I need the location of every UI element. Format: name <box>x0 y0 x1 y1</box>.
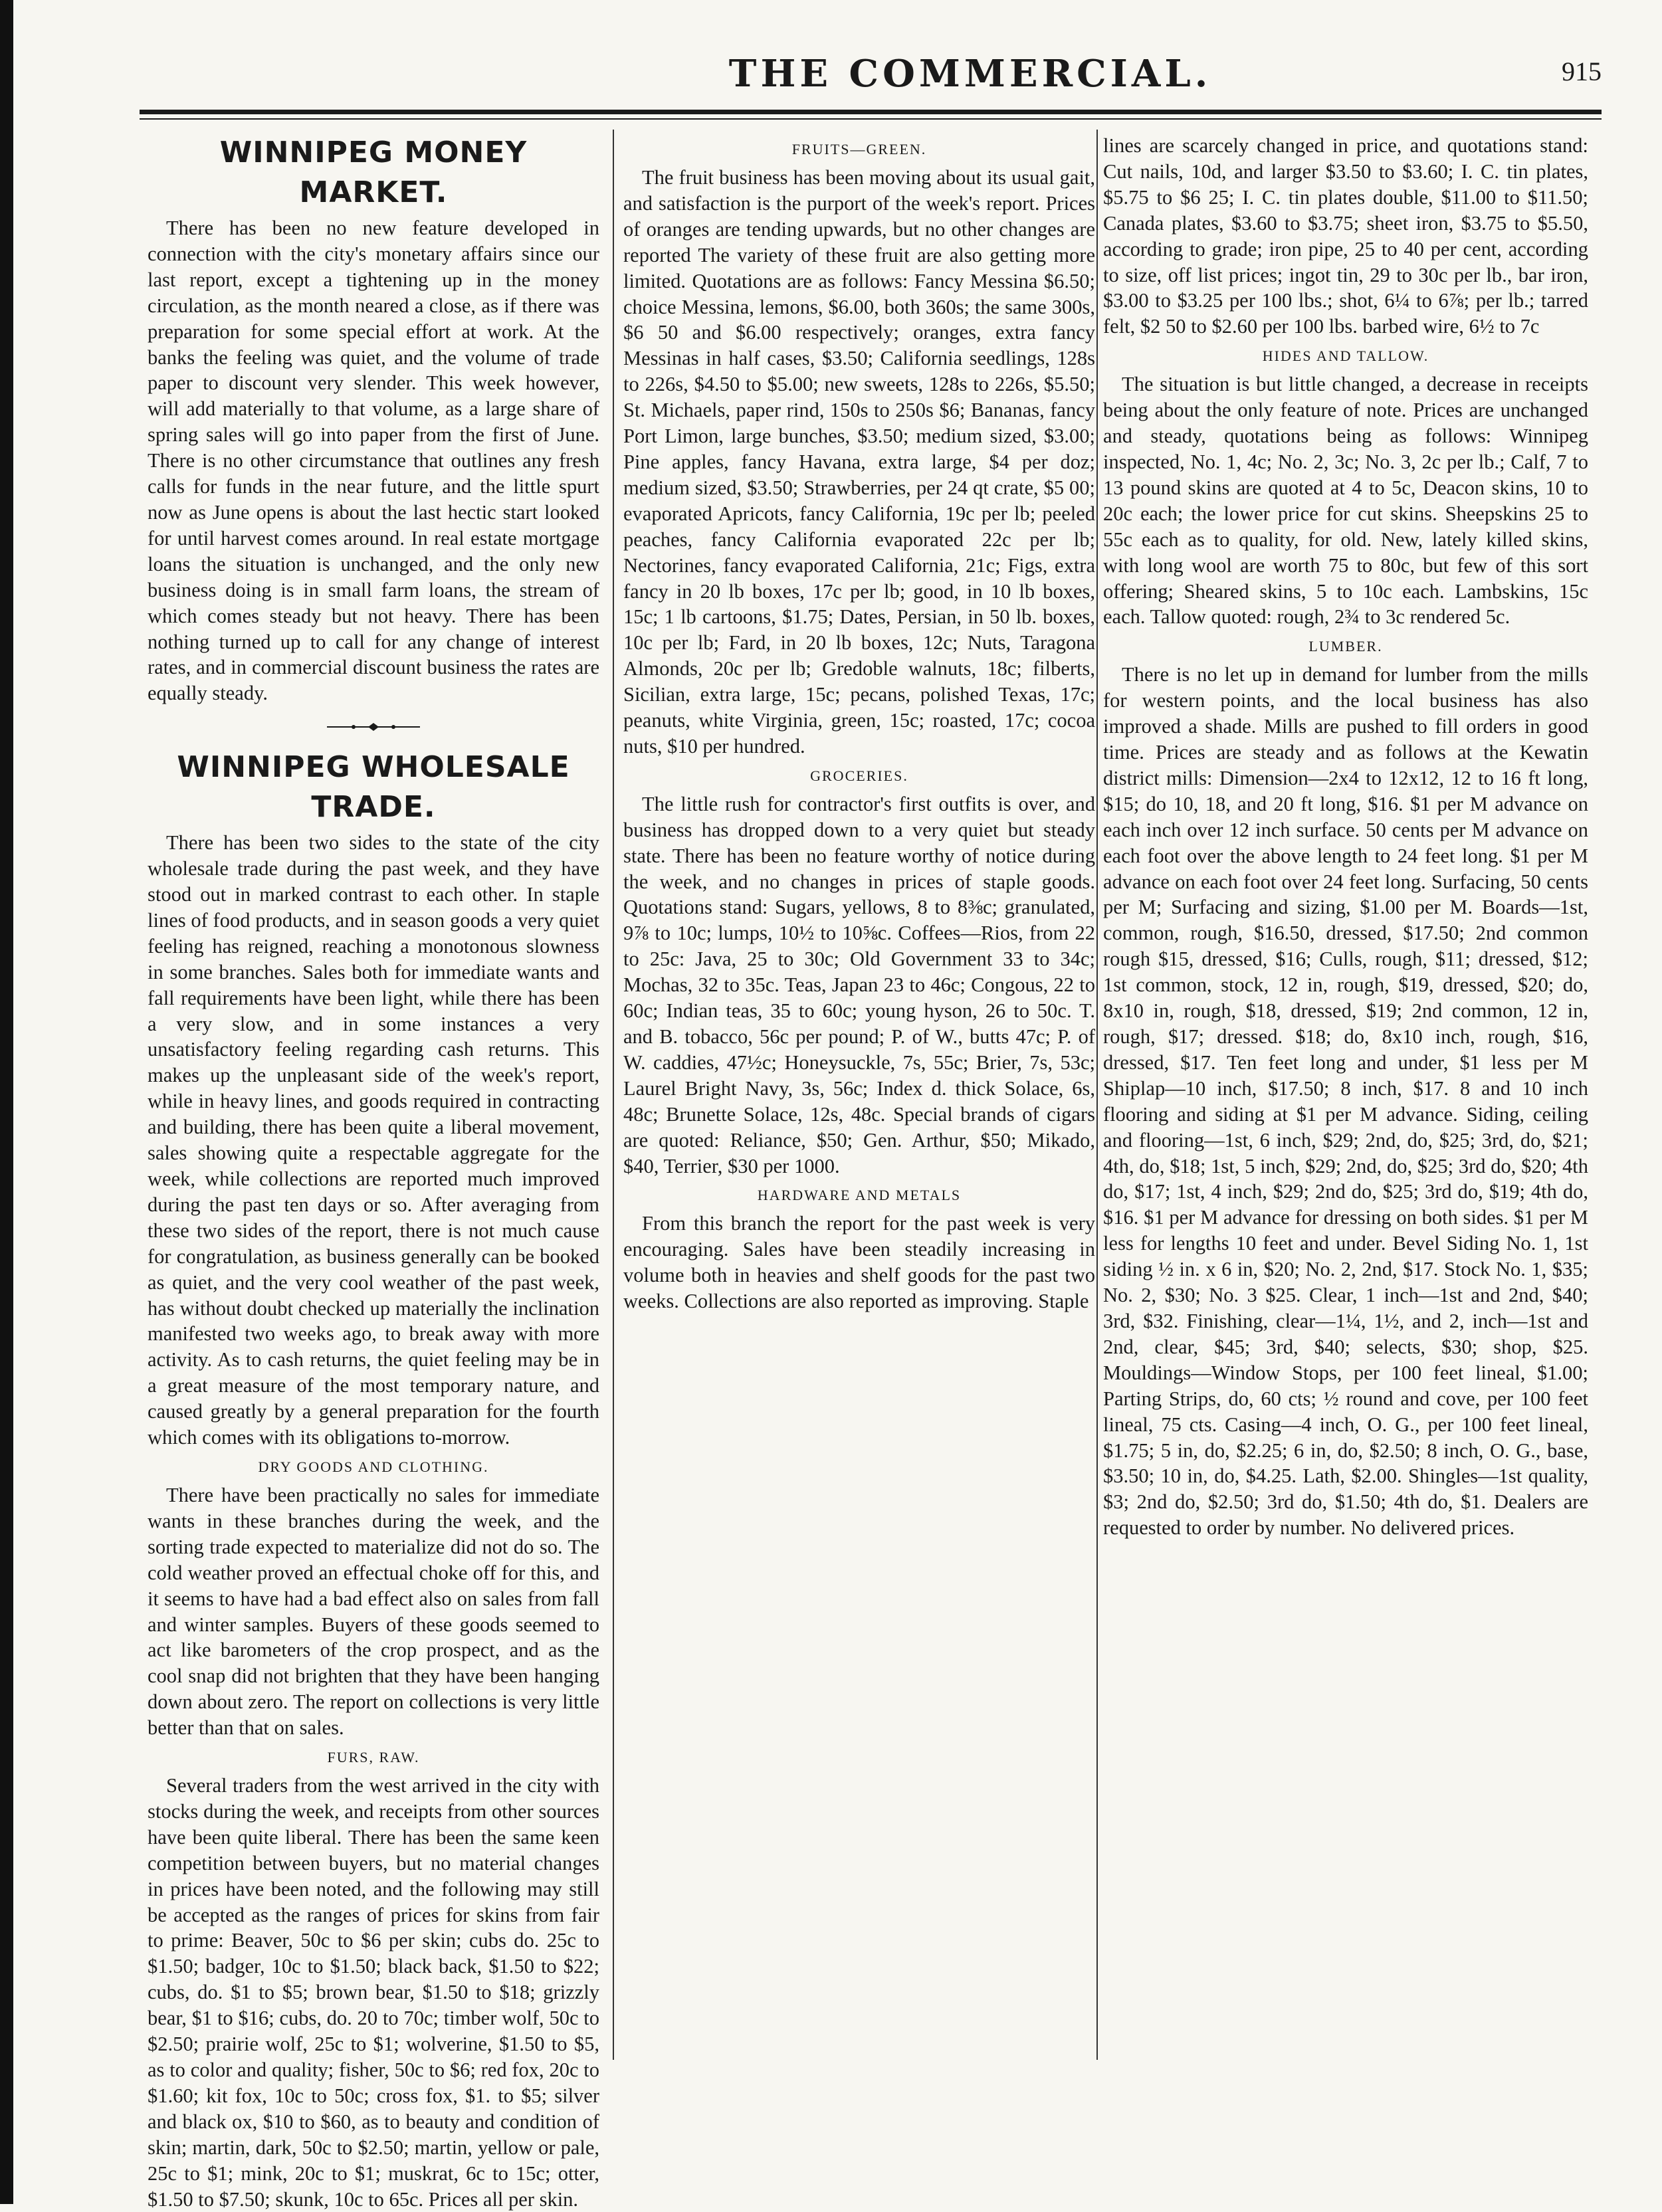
dry-goods-heading: DRY GOODS AND CLOTHING. <box>258 1458 489 1475</box>
groceries-heading: GROCERIES. <box>810 767 908 784</box>
hardware-body: From this branch the report for the past week is very encouraging. Sales have been steadily increasing in volume both in heavies and shelf goods for the past two weeks. Collections are also reported as improving. Staple <box>623 1212 1095 1313</box>
article-divider <box>148 709 599 745</box>
hides-body: The situation is but little changed, a decrease in receipts being about the only feature of note. Prices are unchanged and steady, quotations being as follows: Winnipeg inspected, No. 1, 4c; No. 2, 3c; No. 3, 2c per lb.; Calf, 7 to 13 pound skins are quoted at 4 to 5c, Deacon skins, 10 to 20c each; the lower price for cut skins. Sheepskins 25 to 55c each as to quality, for old. New, lately killed skins, with long wool are worth 75 to 80c, but few of this sort offering; Sheared skins, 5 to 10c each. Lambskins, 15c each. Tallow quoted: rough, 2¾ to 3c rendered 5c. <box>1103 373 1588 629</box>
dry-goods-body: There have been practically no sales for immediate wants in these branches during the week, and the sorting trade expected to materialize did not do so. The cold weather proved an effectual choke off for this, and it seems to have had a bad effect also on sales from fall and winter samples. Buyers of these goods seemed to act like barometers of the crop prospect, and as the cool snap did not brighten that they have been hanging down about zero. The report on collections is very little better than that on sales. <box>148 1483 599 1740</box>
hardware-body-continued: lines are scarcely changed in price, and quotations stand: Cut nails, 10d, and larger $3.50 to $3.60; I. C. tin plates, $5.75 to $6 25; I. C. tin plates double, $11.00 to $11.50; Canada plates, $3.60 to $3.75; sheet iron, $3.75 to $5.50, according to grade; iron pipe, 25 to 40 per cent, according to size, off list prices; ingot tin, 29 to 30c per lb., bar iron, $3.00 to $3.25 per 100 lbs.; shot, 6¼ to 6⅞; per lb.; tarred felt, $2 50 to $2.60 per 100 lbs. barbed wire, 6½ to 7c <box>1103 134 1588 338</box>
furs-heading: FURS, RAW. <box>327 1749 420 1766</box>
page-number: 915 <box>1562 56 1602 86</box>
groceries-body: The little rush for contractor's first outfits is over, and business has dropped down to a very quiet but steady state. There has been no feature worthy of notice during the week, and no changes in prices of staple goods. Quotations stand: Sugars, yellows, 8 to 8⅜c; granulated, 9⅞ to 10c; lumps, 10½ to 10⅝c. Coffees—Rios, from 22 to 25c: Java, 25 to 30c; Old Government 33 to 34c; Mochas, 32 to 35c. Teas, Japan 23 to 46c; Congous, 22 to 60c; Indian teas, 35 to 60c; young hyson, 26 to 50c. T. and B. tobacco, 56c per pound; P. of W., butts 47c; P. of W. caddies, 47½c; Honeysuckle, 7s, 55c; Brier, 7s, 53c; Laurel Bright Navy, 3s, 56c; Index d. thick Solace, 6s, 48c; Brunette Solace, 12s, 48c. Special brands of cigars are quoted: Reliance, $50; Gen. Arthur, $50; Mikado, $40, Terrier, $30 per 1000. <box>623 792 1095 1177</box>
column-rule <box>613 130 614 2060</box>
fruits-heading: FRUITS—GREEN. <box>791 141 927 157</box>
furs-body: Several traders from the west arrived in the city with stocks during the week, and receipts from other sources have been quite liberal. There has been the same keen competition between buyers, but no material changes in prices have been noted, and the following may still be accepted as the ranges of prices for skins from fair to prime: Beaver, 50c to $6 per skin; cubs do. 25c to $1.50; badger, 10c to $1.50; black back, $1.50 to $22; cubs, do. $1 to $5; brown bear, $1.50 to $18; grizzly bear, $1 to $16; cubs, do. 20 to 70c; timber wolf, 50c to $2.50; prairie wolf, 25c to $1; wolverine, $1.50 to $5, as to color and quality; fisher, 50c to $6; red fox, 20c to $1.60; kit fox, 10c to 50c; cross fox, $1. to $5; silver and black ox, $10 to $60, as to beauty and condition of skin; martin, dark, 50c to $2.50; martin, yellow or pale, 25c to $1; mink, 20c to $1; muskrat, 6c to 15c; otter, $1.50 to $7.50; skunk, 10c to 65c. Prices all per skin. <box>148 1774 599 2211</box>
wholesale-trade-title: WINNIPEG WHOLESALE TRADE. <box>177 750 570 825</box>
column-1 <box>148 133 599 2212</box>
ornament-divider-icon <box>327 722 420 732</box>
hardware-heading: HARDWARE AND METALS <box>757 1187 962 1204</box>
header-rule <box>140 110 1602 114</box>
column-rule <box>1096 130 1098 2060</box>
column-3 <box>1103 133 1588 1541</box>
column-2 <box>623 133 1095 1314</box>
lumber-heading: LUMBER. <box>1308 638 1383 655</box>
header-rule-thin <box>140 118 1602 120</box>
page-header <box>140 52 1602 113</box>
money-market-title: WINNIPEG MONEY MARKET. <box>219 136 528 209</box>
hides-heading: HIDES AND TALLOW. <box>1262 348 1429 365</box>
fruits-body: The fruit business has been moving about its usual gait, and satisfaction is the purport of the week's report. Prices of oranges are tending upwards, but no other changes are reported The variety of these fruit are also getting more limited. Quotations are as follows: Fancy Messina $6.50; choice Messina, lemons, $6.00, both 360s; the same 300s, $6 50 and $6.00 respectively; oranges, extra fancy Messinas in half cases, $3.50; California seedlings, 128s to 226s, $4.50 to $5.00; new sweets, 128s to 226s, $5.50; St. Michaels, paper rind, 150s to 250s $6; Bananas, fancy Port Limon, large bunches, $3.50; medium sized, $3.00; Pine apples, fancy Havana, extra large, $4 per doz; medium sized, $3.50; Strawberries, per 24 qt crate, $5 00; evaporated Apricots, fancy California, 19c per lb; peeled peaches, fancy California evaporated 22c per lb; Nectorines, fancy evaporated California, 21c; Figs, extra fancy in 20 lb boxes, 17c per lb; good, in 10 lb boxes, 15c; 1 lb cartoons, $1.75; Dates, Persian, in 50 lb. boxes, 10c per lb; Fard, in 20 lb boxes, 12c; Nuts, Taragona Almonds, 20c per lb; Gredoble walnuts, 18c; filberts, Sicilian, extra large, 15c; pecans, polished Texas, 17c; peanuts, white Virginia, green, 15c; roasted, 17c; cocoa nuts, $10 per hundred. <box>623 166 1095 757</box>
masthead: THE COMMERCIAL. <box>728 52 1212 96</box>
page-binding-edge <box>0 0 13 2204</box>
money-market-body: There has been no new feature developed in connection with the city's monetary affairs since our last report, except a tightening up in the money circulation, as the month neared a close, as if there was preparation for some special effort at work. At the banks the feeling was quiet, and the volume of trade paper to discount very slender. This week however, will add materially to that volume, as a large share of spring sales will go into paper from the first of June. There is no other circumstance that outlines any fresh calls for funds in the near future, and the little spurt now as June opens is about the last hectic start looked for until harvest comes around. In real estate mortgage loans the situation is unchanged, and the only new business doing is in small farm loans, the stream of which comes steady but not heavy. There has been nothing turned up to call for any change of interest rates, and in commercial discount business the rates are equally steady. <box>148 217 599 705</box>
lumber-body: There is no let up in demand for lumber from the mills for western points, and the local business has also improved a shade. Mills are pushed to fill orders in good time. Prices are steady and as follows at the Kewatin district mills: Dimension—2x4 to 12x12, 12 to 16 ft long, $15; do 10, 18, and 20 ft long, $16. $1 per M advance on each inch over 12 inch surface. 50 cents per M advance on each foot over the above length to 24 feet long. $1 per M advance on each foot over 24 feet long. Surfacing, 50 cents per M; Surfacing and sizing, $1.00 per M. Boards—1st, common, rough, $16.50, dressed, $17.50; 2nd common rough $15, dressed, $16; Culls, rough, $11; dressed, $12; 1st common, stock, 12 in, rough, $19, dressed, $20; do, 8x10 in, rough, $18, dressed, $19; 2nd common, 12 in, rough, $17; dressed. $18; do, 8x10 inch, rough, $16, dressed, $17. Ten feet long and under, $1 less per M Shiplap—10 inch, $17.50; 8 inch, $17. 8 and 10 inch flooring and siding at $1 per M advance. Siding, ceiling and flooring—1st, 6 inch, $29; 2nd, do, $25; 3rd, do, $21; 4th, do, $18; 1st, 5 inch, $29; 2nd, do, $25; 3rd do, $20; 4th do, $17; 1st, 4 inch, $29; 2nd do, $25; 3rd do, $19; 4th do, $16. $1 per M advance for dressing on both sides. $1 per M less for lengths 10 feet and under. Bevel Siding No. 1, 1st siding ½ in. x 6 in, $20; No. 2, 2nd, $17. Stock No. 1, $35; No. 2, $30; No. 3 $25. Clear, 1 inch—1st and 2nd, $40; 3rd, $32. Finishing, clear—1¼, 1½, and 2, inch—1st and 2nd, clear, $45; 3rd, $40; selects, $30; shop, $25. Mouldings—Window Stops, per 100 feet lineal, $1.00; Parting Strips, do, 60 cts; ½ round and cove, per 100 feet lineal, 75 cts. Casing—4 inch, O. G., per 100 feet lineal, $1.75; 5 in, do, $2.25; 6 in, do, $2.50; 8 inch, O. G., base, $3.50; 10 in, do, $4.25. Lath, $2.00. Shingles—1st quality, $3; 2nd do, $2.50; 3rd do, $1.50; 4th do, $1. Dealers are requested to order by number. No delivered prices. <box>1103 663 1588 1540</box>
wholesale-trade-intro: There has been two sides to the state of the city wholesale trade during the past week, and they have stood out in marked contrast to each other. In staple lines of food products, and in season goods a very quiet feeling has reigned, reaching a monotonous slowness in some branches. Sales both for immediate wants and fall requirements have been light, while there has been a very slow, and in some instances a very unsatisfactory feeling regarding cash returns. This makes up the unpleasant side of the week's report, while in heavy lines, and goods required in contracting and building, there has been quite a liberal movement, sales showing quite a respectable aggregate for the week, while collections are reported much improved during the past ten days or so. After averaging from these two sides of the report, there is not much cause for congratulation, as business generally can be booked as quiet, and the very cool weather of the past week, has without doubt checked up materially the inclination manifested two weeks ago, to break away with more activity. As to cash returns, the quiet feeling may be in a great measure of the most temporary nature, and caused greatly by a general preparation for the fourth which comes with its obligations to-morrow. <box>148 831 599 1449</box>
